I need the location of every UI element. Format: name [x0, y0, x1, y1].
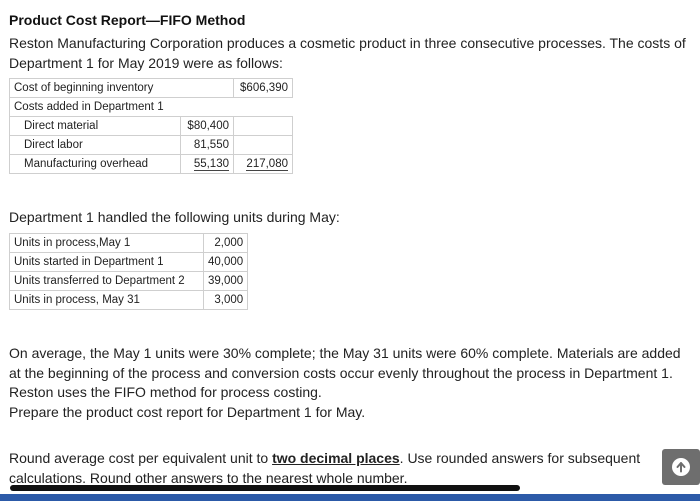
direct-labor-value: 81,550	[181, 136, 234, 155]
narrative-text: On average, the May 1 units were 30% complete; the May 31 units were 60% complete. Materials are added at the beginning of the process and conversion costs occur evenly throughout the process in Department 1. Reston uses the FIFO method for process costing.	[9, 345, 681, 400]
overhead-total	[234, 155, 293, 174]
units-value: 40,000	[204, 253, 248, 272]
units-table	[9, 233, 248, 310]
table-row	[10, 234, 248, 253]
direct-material-label: Direct material	[10, 117, 181, 136]
table-row	[10, 253, 248, 272]
overhead-label: Manufacturing overhead	[10, 155, 181, 174]
table-row	[10, 117, 293, 136]
cost-table	[9, 78, 293, 174]
table-row	[10, 291, 248, 310]
table-row	[10, 155, 293, 174]
direct-labor-total	[234, 136, 293, 155]
overhead-total-text: 217,080	[246, 158, 288, 170]
table-row	[10, 79, 293, 98]
units-value: 2,000	[204, 234, 248, 253]
overhead-value	[181, 155, 234, 174]
units-label: Units started in Department 1	[10, 253, 204, 272]
table-row	[10, 136, 293, 155]
intro-paragraph: Reston Manufacturing Corporation produces a cosmetic product in three consecutive processes. The costs of Department 1 for May 2019 were as follows:	[9, 35, 686, 71]
rounding-note-emphasis: two decimal places	[272, 450, 400, 466]
units-value: 39,000	[204, 272, 248, 291]
page-title: Product Cost Report—FIFO Method	[9, 12, 246, 28]
table-row	[10, 98, 293, 117]
units-intro: Department 1 handled the following units during May:	[9, 209, 340, 225]
bottom-blue-bar	[0, 494, 700, 501]
overhead-value-text: 55,130	[193, 158, 229, 170]
scroll-up-button[interactable]	[662, 449, 700, 485]
rounding-note	[9, 449, 649, 488]
direct-labor-label: Direct labor	[10, 136, 181, 155]
costs-added-label: Costs added in Department 1	[10, 98, 293, 117]
table-row	[10, 272, 248, 291]
narrative-paragraph	[9, 344, 694, 422]
beginning-inventory-value: $606,390	[234, 79, 293, 98]
direct-material-total	[234, 117, 293, 136]
beginning-inventory-label: Cost of beginning inventory	[10, 79, 234, 98]
units-value: 3,000	[204, 291, 248, 310]
direct-material-value: $80,400	[181, 117, 234, 136]
units-label: Units in process,May 1	[10, 234, 204, 253]
scroll-handle[interactable]	[10, 485, 520, 491]
arrow-up-circle-icon	[672, 458, 690, 476]
rounding-note-prefix: Round average cost per equivalent unit to	[9, 450, 269, 466]
units-label: Units transferred to Department 2	[10, 272, 204, 291]
instruction-text: Prepare the product cost report for Department 1 for May.	[9, 403, 366, 420]
units-label: Units in process, May 31	[10, 291, 204, 310]
rounding-note-suffix: . Use rounded answers for subsequent calculations. Round other answers to the nearest whole number.	[9, 450, 641, 486]
